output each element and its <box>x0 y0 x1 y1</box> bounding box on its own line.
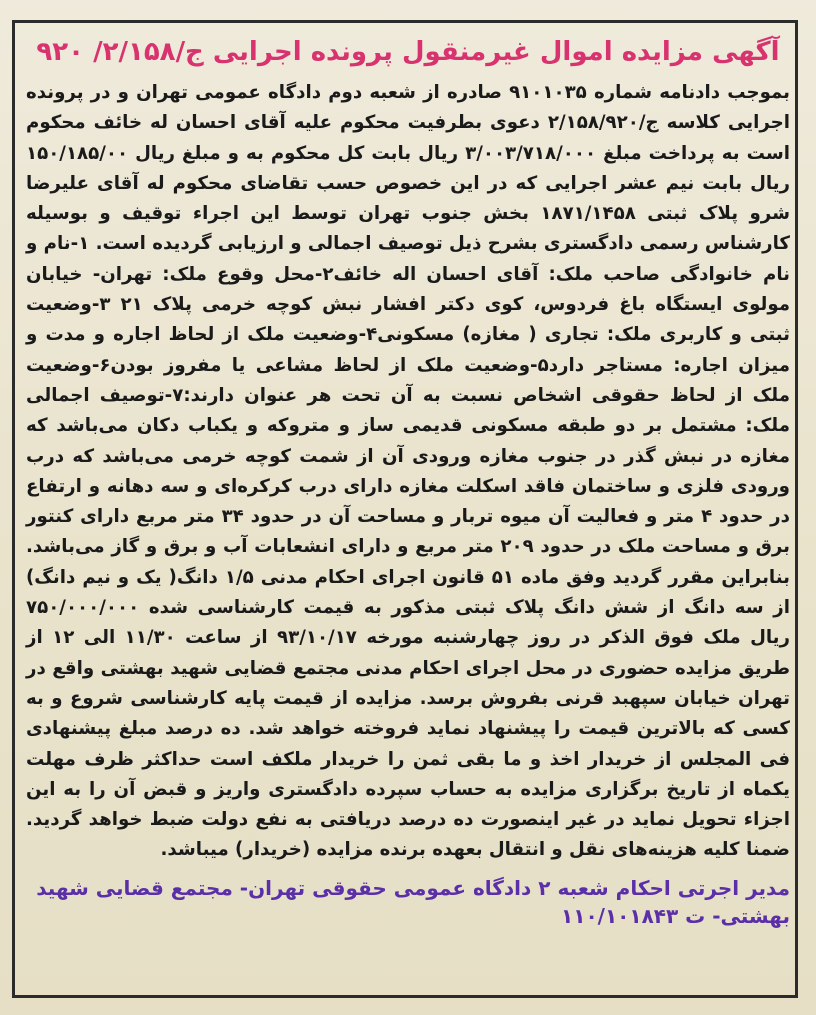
auction-notice <box>26 34 790 1004</box>
notice-signature: مدیر اجرتی احکام شعبه ۲ دادگاه عمومی حقوقی تهران- مجتمع قضایی شهید بهشتی- ت ۱۱۰/۱۰۱۸۴۳ <box>36 875 790 928</box>
notice-title: آگهی مزایده اموال غیرمنقول پرونده اجرایی ج/۲/۱۵۸/ ۹۲۰ <box>36 37 780 67</box>
notice-body: بموجب دادنامه شماره ۹۱۰۱۰۳۵ صادره از شعبه دوم دادگاه عمومی تهران و در پرونده اجرایی کلاسه ج/۲/۱۵۸/۹۲۰ دعوی بطرفیت محکوم علیه آقای احسان له خائف محکوم است به پرداخت مبلغ ۳/۰۰۳/۷۱۸/۰۰۰ ریال بابت کل محکوم به و مبلغ ریال ۱۵۰/۱۸۵/۰۰ ریال بابت نیم عشر اجرایی که در این خصوص حسب تقاضای محکوم له آقای علیرضا شرو پلاک ثبتی ۱۸۷۱/۱۴۵۸ بخش جنوب تهران توسط این اجراء توقیف و بوسیله کارشناس رسمی دادگستری بشرح ذیل توصیف اجمالی و ارزیابی گردیده است. ۱-نام و نام خانوادگی صاحب ملک: آقای احسان اله خائف۲-محل وقوع ملک: تهران- خیابان مولوی ایستگاه باغ فردوس، کوی دکتر افشار نبش کوچه خرمی پلاک ۲۱ ۳-وضعیت ثبتی و کاربری ملک: تجاری ( مغازه) مسکونی۴-وضعیت ملک از لحاظ اجاره و مدت و میزان اجاره: مستاجر دارد۵-وضعیت ملک از لحاظ مشاعی یا مفروز بودن۶-وضعیت ملک از لحاظ حقوقی اشخاص نسبت به آن تحت هر عنوان دارند:۷-توصیف اجمالی ملک: مشتمل بر دو طبقه مسکونی قدیمی ساز و متروکه و یکباب دکان می‌باشد که مغازه در نبش گذر در جنوب مغازه ورودی آن از شمت کوچه خرمی می‌باشد که درب ورودی فلزی و ساختمان فاقد اسکلت مغازه دارای درب کرکره‌ای و سه دهانه و ارتفاع در حدود ۴ متر و فعالیت آن میوه تربار و مساحت آن در حدود ۳۴ متر مربع دارای کنتور برق و مساحت ملک در حدود ۲۰۹ متر مربع و دارای انشعابات آب و برق و گاز می‌باشد. بنابراین مقرر گردید وفق ماده ۵۱ قانون اجرای احکام مدنی ۱/۵ دانگ( یک و نیم دانگ) از سه دانگ از شش دانگ پلاک ثبتی مذکور به قیمت کارشناسی شده ۷۵۰/۰۰۰/۰۰۰ ریال ملک فوق الذکر در روز چهارشنبه مورخه ۹۳/۱۰/۱۷ از ساعت ۱۱/۳۰ الی ۱۲ از طریق مزایده حضوری در محل اجرای احکام مدنی مجتمع قضایی شهید بهشتی واقع در تهران خیابان سپهبد قرنی بفروش برسد. مزایده از قیمت پایه کارشناسی شروع و به کسی که بالاترین قیمت را پیشنهاد نماید فروخته خواهد شد. ده درصد مبلغ پیشنهادی فی المجلس از خریدار اخذ و ما بقی ثمن را خریدار ملکف است حداکثر ظرف مهلت یکماه از تاریخ برگزاری مزایده به حساب سپرده دادگستری واریز و قبض آن را به این اجزاء تحویل نماید در غیر اینصورت ده درصد دریافتی به نفع دولت ضبط خواهد گردید. ضمنا کلیه هزینه‌های نقل و انتقال بعهده برنده مزایده (خریدار) میباشد. <box>26 82 791 861</box>
